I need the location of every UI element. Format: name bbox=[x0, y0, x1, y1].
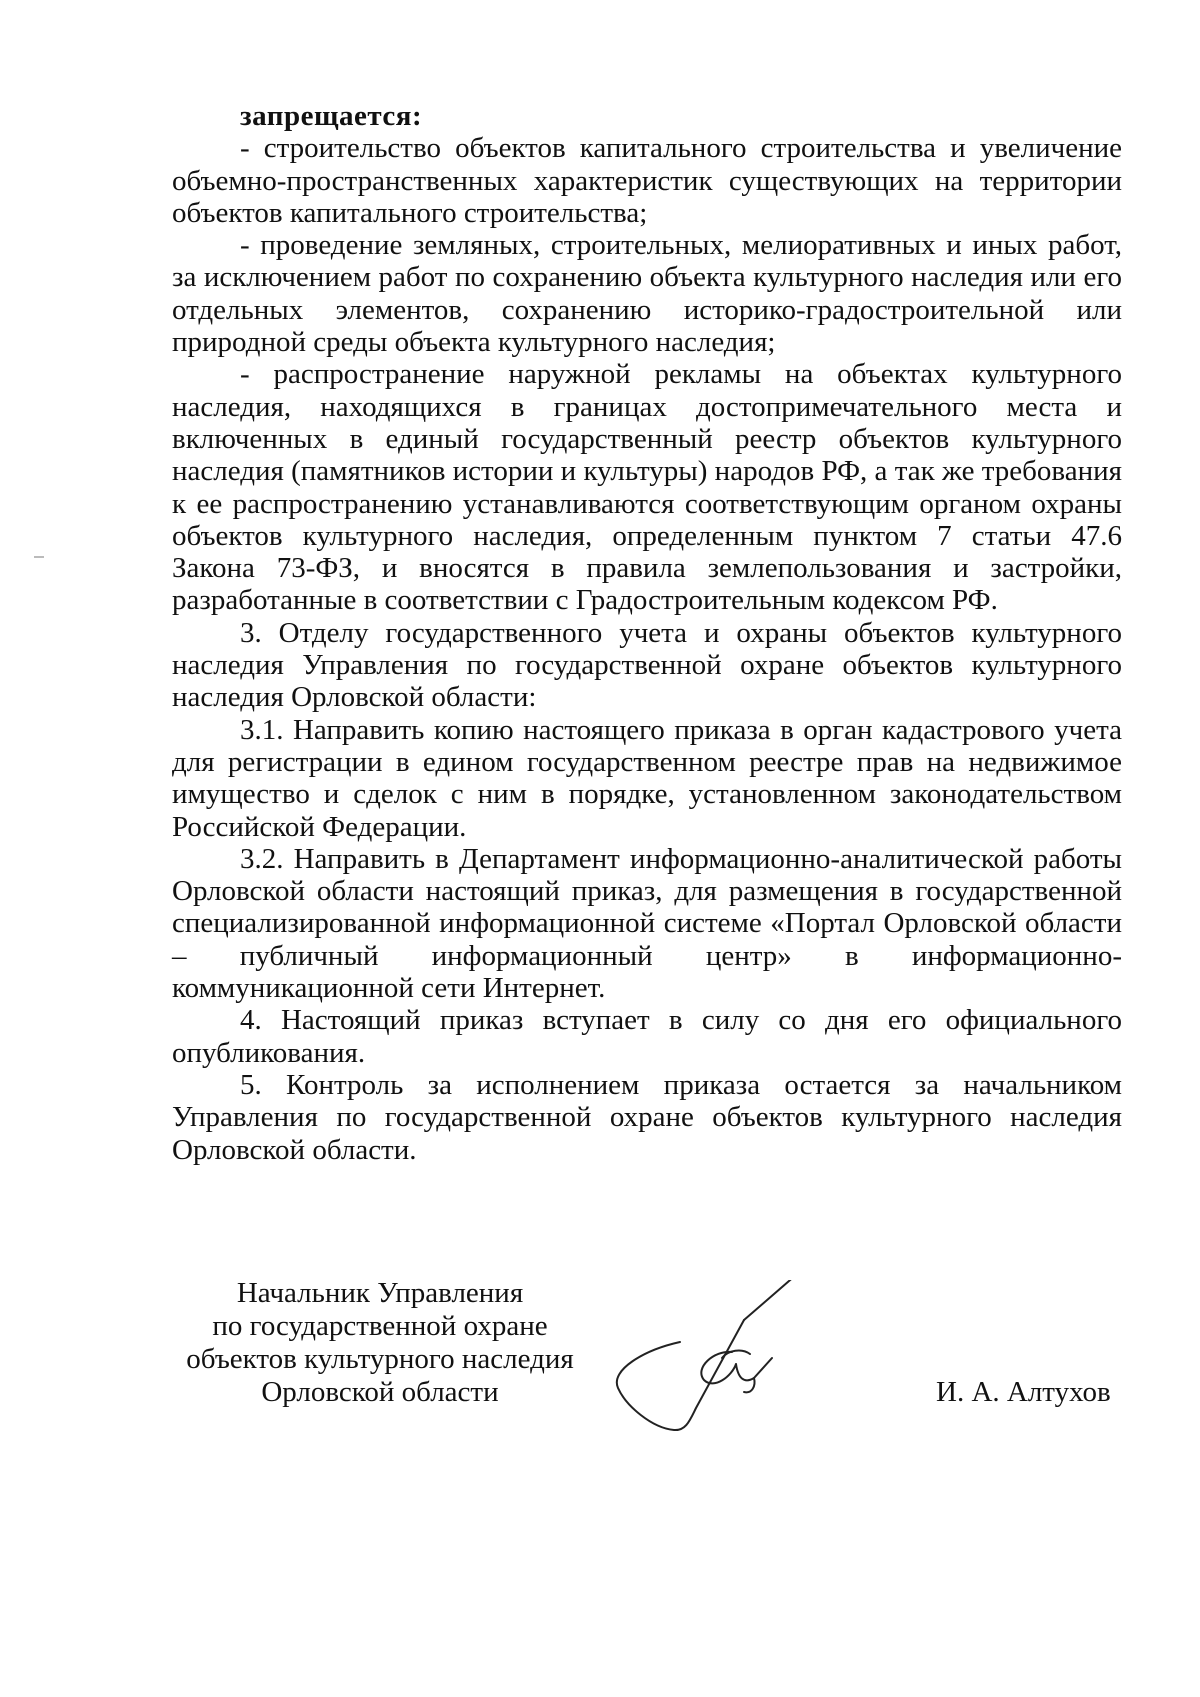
paragraph-item-3-2: 3.2. Направить в Департамент информационно-аналитической работы Орловской области настоящий приказ, для размещения в государственной специализированной информационной системе «Портал Орловской области – публичный информационный центр» в информационно-коммуникационной сети Интернет. bbox=[172, 842, 1122, 1005]
document-body bbox=[172, 100, 1122, 1166]
paragraph-item-3: 3. Отделу государственного учета и охраны объектов культурного наследия Управления по государственной охране объектов культурного наследия Орловской области: bbox=[172, 616, 1122, 714]
paragraph-item-4: 4. Настоящий приказ вступает в силу со дня его официального опубликования. bbox=[172, 1004, 1122, 1069]
paragraph-prohibition-construction: - строительство объектов капитального строительства и увеличение объемно-пространственных характеристик существующих на территории объектов капитального строительства; bbox=[172, 132, 1122, 229]
signatory-title-line: Орловской области bbox=[261, 1376, 499, 1408]
signatory-title-line: по государственной охране bbox=[212, 1310, 548, 1342]
signatory-title-line: Начальник Управления bbox=[236, 1277, 524, 1309]
paragraph-prohibition-works: - проведение земляных, строительных, мелиоративных и иных работ, за исключением работ по сохранению объекта культурного наследия или его отдельных элементов, сохранению историко-градостроительной или природной среды объекта культурного наследия; bbox=[172, 229, 1122, 359]
paragraph-prohibition-advertising: - распространение наружной рекламы на объектах культурного наследия, находящихся в границах достопримечательного места и включенных в единый государственный реестр объектов культурного наследия (памятников истории и культуры) народов РФ, а так же требования к ее распространению устанавливаются соответствующим органом охраны объектов культурного наследия, определенным пунктом 7 статьи 47.6 Закона 73-ФЗ, и вносятся в правила землепользования и застройки, разработанные в соответствии с Градостроительным кодексом РФ. bbox=[172, 358, 1122, 617]
handwritten-signature bbox=[604, 1280, 824, 1440]
signatory-name: И. А. Алтухов bbox=[936, 1376, 1111, 1408]
section-heading: запрещается: bbox=[240, 100, 423, 132]
signatory-title bbox=[180, 1277, 580, 1409]
scan-margin-mark bbox=[34, 556, 44, 558]
paragraph-item-5: 5. Контроль за исполнением приказа остается за начальником Управления по государственной охране объектов культурного наследия Орловской области. bbox=[172, 1068, 1122, 1166]
paragraph-item-3-1: 3.1. Направить копию настоящего приказа в орган кадастрового учета для регистрации в едином государственном реестре прав на недвижимое имущество и сделок с ним в порядке, установленном законодательством Российской Федерации. bbox=[172, 713, 1122, 843]
signatory-title-line: объектов культурного наследия bbox=[186, 1343, 574, 1375]
